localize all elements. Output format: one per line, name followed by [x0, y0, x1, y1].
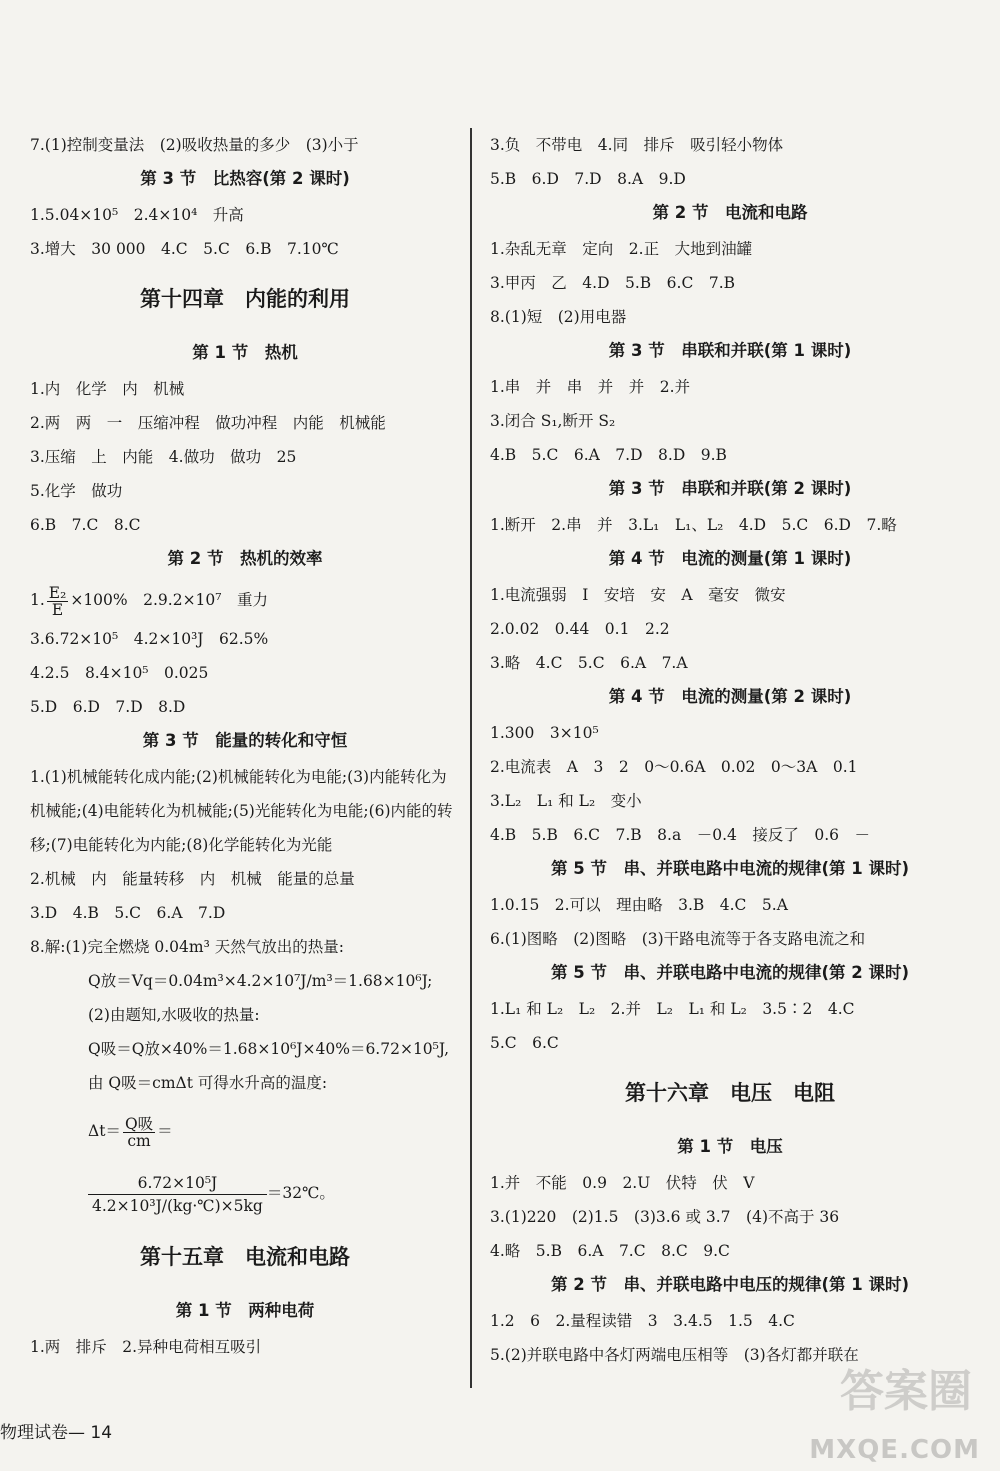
section-title: 第 2 节 串、并联电路中电压的规律(第 1 课时)	[550, 1275, 910, 1294]
answer-line: 2.机械 内 能量转移 内 机械 能量的总量	[30, 870, 355, 888]
answer-line: 3.6.72×10⁵ 4.2×10³J 62.5%	[30, 630, 269, 648]
section-title: 第 3 节 比热容(第 2 课时)	[140, 169, 350, 188]
answer-line: 4.B 5.C 6.A 7.D 8.D 9.B	[490, 446, 727, 464]
answer-line: 5.C 6.C	[490, 1034, 559, 1052]
section-title: 第 3 节 串联和并联(第 1 课时)	[608, 341, 852, 360]
answer-line: 5.(2)并联电路中各灯两端电压相等 (3)各灯都并联在	[490, 1346, 859, 1364]
watermark-mark: 答案圈	[840, 1366, 972, 1417]
chapter-title: 第十六章 电压 电阻	[625, 1081, 835, 1105]
answer-line: 2.0.02 0.44 0.1 2.2	[490, 620, 670, 638]
section-title: 第 1 节 热机	[192, 343, 298, 362]
section-title: 第 3 节 串联和并联(第 2 课时)	[608, 479, 852, 498]
fraction-numerator: E₂	[48, 583, 67, 602]
answer-paragraph: 1.(1)机械能转化成内能;(2)机械能转化为电能;(3)内能转化为机械能;(4)电能转化为机械能;(5)光能转化为电能;(6)内能的转移;(7)电能转化为内能;(8)化学能转化为光能	[30, 768, 453, 854]
answer-line: 1.0.15 2.可以 理由略 3.B 4.C 5.A	[490, 896, 788, 914]
section-title: 第 2 节 电流和电路	[652, 203, 808, 222]
answer-line: 2.电流表 A 3 2 0～0.6A 0.02 0～3A 0.1	[490, 758, 858, 776]
answer-line: 3.负 不带电 4.同 排斥 吸引轻小物体	[490, 136, 784, 154]
chapter-title: 第十五章 电流和电路	[140, 1245, 350, 1269]
answer-line: 6.B 7.C 8.C	[30, 516, 141, 534]
equation-line: Q吸＝Q放×40%＝1.68×10⁶J×40%＝6.72×10⁵J,	[88, 1040, 450, 1058]
answer-line: 1.300 3×10⁵	[490, 724, 599, 742]
watermark-site: MXQE.COM	[809, 1435, 980, 1465]
answer-line: 1.并 不能 0.9 2.U 伏特 伏 V	[490, 1174, 755, 1192]
result-fraction	[88, 1172, 267, 1217]
fraction-denominator: E	[51, 600, 64, 619]
answer-number: 1.	[30, 591, 45, 609]
fraction-numerator: 6.72×10⁵J	[88, 1172, 267, 1195]
answer-line: 3.略 4.C 5.C 6.A 7.A	[490, 654, 688, 672]
answer-line: 8.(1)短 (2)用电器	[490, 308, 627, 326]
answer-line: 1.2 6 2.量程读错 3 3.4.5 1.5 4.C	[490, 1312, 795, 1330]
answer-line: 3.D 4.B 5.C 6.A 7.D	[30, 904, 226, 922]
answer-line: 1.断开 2.串 并 3.L₁ L₁、L₂ 4.D 5.C 6.D 7.略	[490, 516, 897, 534]
answer-line: 3.闭合 S₁,断开 S₂	[490, 412, 616, 430]
answer-line: 1.L₁ 和 L₂ L₂ 2.并 L₂ L₁ 和 L₂ 3.5∶2 4.C	[490, 1000, 855, 1018]
answer-line: 3.压缩 上 内能 4.做功 做功 25	[30, 448, 297, 466]
column-divider	[470, 128, 472, 1388]
chapter-title: 第十四章 内能的利用	[140, 287, 350, 311]
section-title: 第 5 节 串、并联电路中电流的规律(第 2 课时)	[550, 963, 910, 982]
temperature-fraction	[123, 1116, 155, 1149]
section-title: 第 1 节 两种电荷	[175, 1301, 315, 1320]
answer-line: 3.L₂ L₁ 和 L₂ 变小	[490, 792, 642, 810]
equation-fraction-line	[30, 1100, 460, 1162]
equation-result: ＝32℃。	[266, 1184, 335, 1202]
equation-fraction-line	[30, 1162, 460, 1224]
answer-line: 1.电流强弱 I 安培 安 A 毫安 微安	[490, 586, 786, 604]
left-column	[30, 128, 460, 1364]
answer-line: 1.杂乱无章 定向 2.正 大地到油罐	[490, 240, 753, 258]
efficiency-fraction	[47, 585, 69, 618]
fraction-denominator: 4.2×10³J/(kg·℃)×5kg	[92, 1196, 263, 1215]
section-title: 第 1 节 电压	[677, 1137, 783, 1156]
answer-line: 1.两 排斥 2.异种电荷相互吸引	[30, 1338, 262, 1356]
section-title: 第 5 节 串、并联电路中电流的规律(第 1 课时)	[550, 859, 910, 878]
fraction-denominator: cm	[127, 1131, 151, 1150]
answer-line: 4.B 5.B 6.C 7.B 8.a －0.4 接反了 0.6 －	[490, 826, 871, 844]
equation-line: Q放＝Vq＝0.04m³×4.2×10⁷J/m³＝1.68×10⁶J;	[88, 972, 433, 990]
answer-line: (2)由题知,水吸收的热量:	[88, 1006, 260, 1024]
answer-line: 8.解:(1)完全燃烧 0.04m³ 天然气放出的热量:	[30, 938, 344, 956]
answer-line: 1.串 并 串 并 并 2.并	[490, 378, 691, 396]
answer-line: 6.(1)图略 (2)图略 (3)干路电流等于各支路电流之和	[490, 930, 866, 948]
answer-line: 2.两 两 一 压缩冲程 做功冲程 内能 机械能	[30, 414, 386, 432]
section-title: 第 4 节 电流的测量(第 1 课时)	[608, 549, 852, 568]
answer-text: ×100% 2.9.2×10⁷ 重力	[70, 591, 268, 609]
equation-prefix: Δt＝	[88, 1122, 121, 1140]
answer-line: 由 Q吸＝cmΔt 可得水升高的温度:	[88, 1074, 328, 1092]
answer-line: 5.化学 做功	[30, 482, 123, 500]
watermark-logo	[780, 1355, 980, 1465]
answer-line: 7.(1)控制变量法 (2)吸收热量的多少 (3)小于	[30, 136, 359, 154]
answer-line-fraction	[30, 578, 460, 622]
answer-line: 1.5.04×10⁵ 2.4×10⁴ 升高	[30, 206, 244, 224]
section-title: 第 4 节 电流的测量(第 2 课时)	[608, 687, 852, 706]
answer-line: 5.B 6.D 7.D 8.A 9.D	[490, 170, 686, 188]
equation-suffix: ＝	[157, 1122, 173, 1140]
answer-line: 4.2.5 8.4×10⁵ 0.025	[30, 664, 209, 682]
fraction-numerator: Q吸	[124, 1114, 154, 1133]
section-title: 第 3 节 能量的转化和守恒	[142, 731, 348, 750]
section-title: 第 2 节 热机的效率	[167, 549, 323, 568]
answer-line: 3.增大 30 000 4.C 5.C 6.B 7.10℃	[30, 240, 339, 258]
answer-line: 1.内 化学 内 机械	[30, 380, 185, 398]
answer-line: 5.D 6.D 7.D 8.D	[30, 698, 186, 716]
answer-line: 4.略 5.B 6.A 7.C 8.C 9.C	[490, 1242, 730, 1260]
answer-line: 3.(1)220 (2)1.5 (3)3.6 或 3.7 (4)不高于 36	[490, 1208, 840, 1226]
answer-line: 3.甲丙 乙 4.D 5.B 6.C 7.B	[490, 274, 736, 292]
page-footer: 物理试卷— 14	[0, 1423, 113, 1443]
right-column	[490, 128, 970, 1372]
